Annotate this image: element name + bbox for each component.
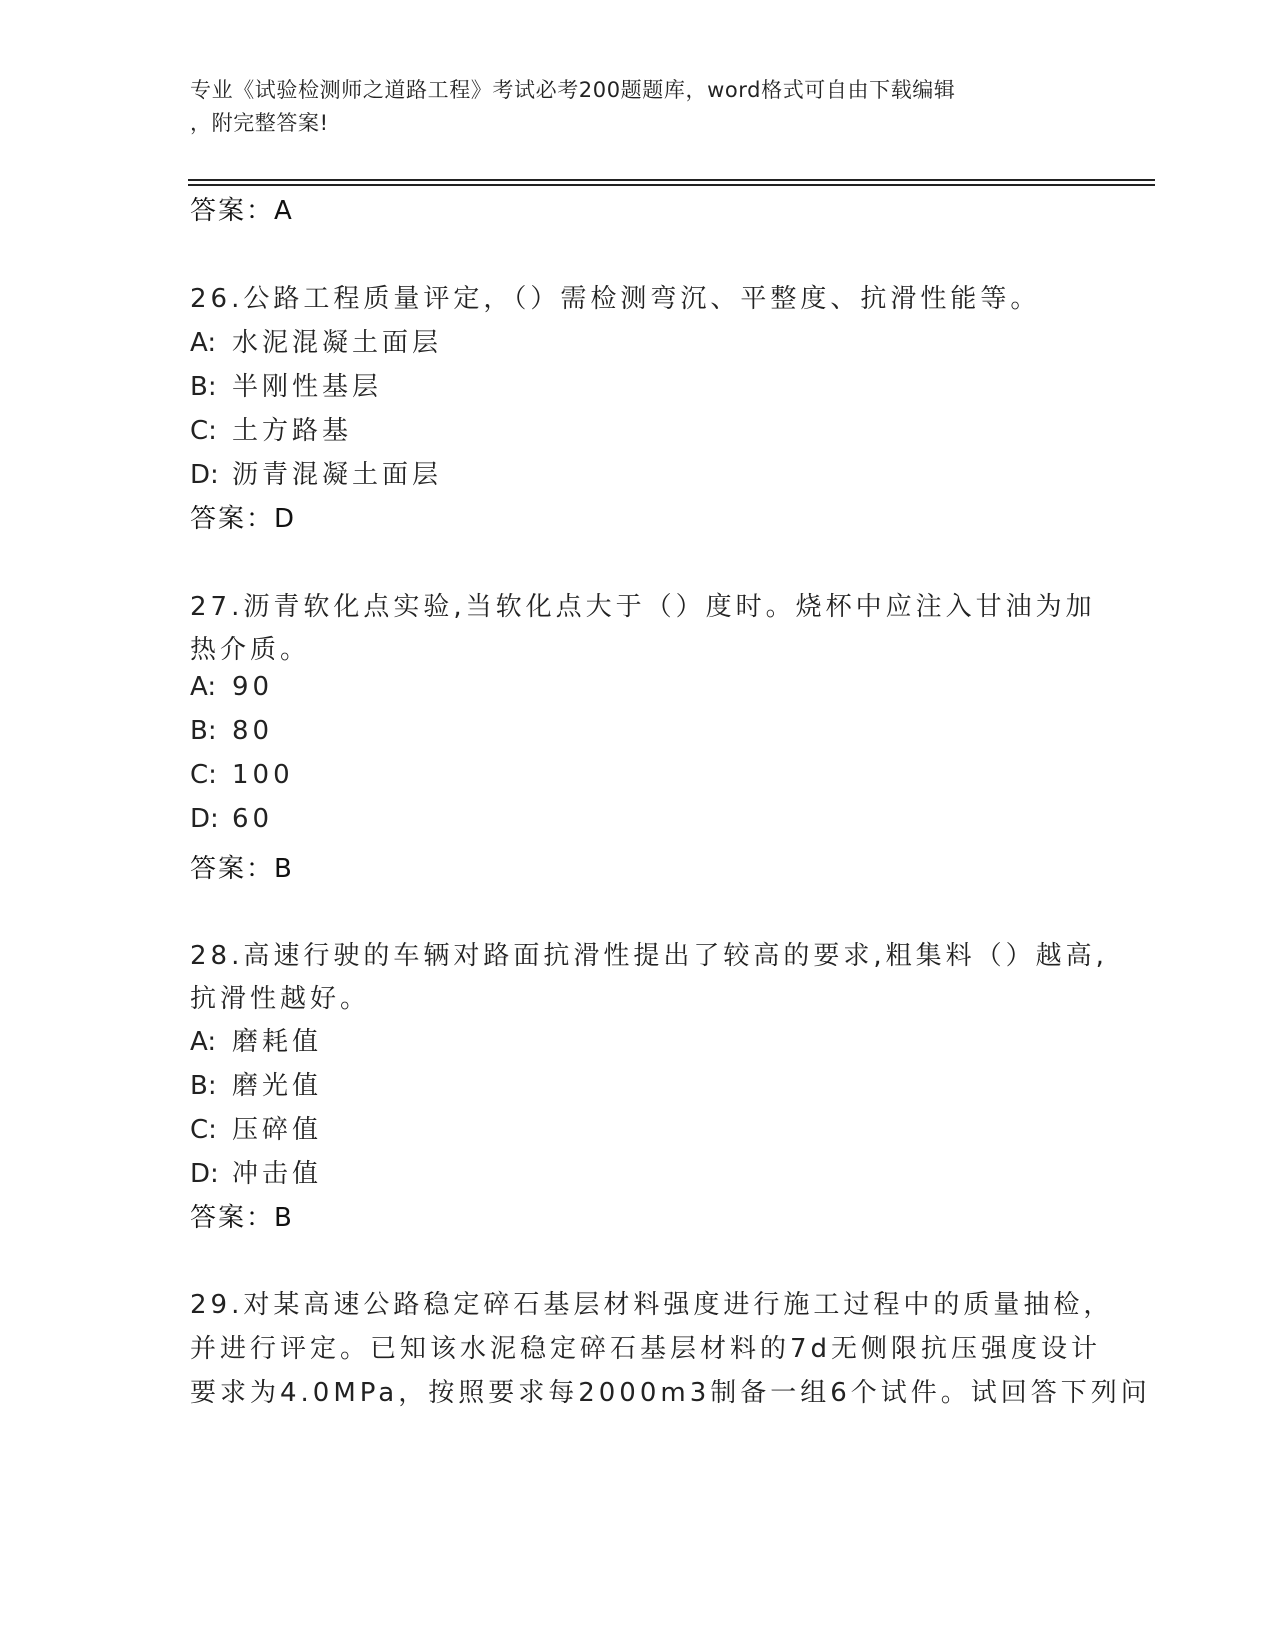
option-letter: A: (190, 1027, 217, 1057)
option-text: 60 (232, 804, 274, 834)
header-line-2: ，附完整答案! (190, 111, 329, 135)
question-27-answer: 答案：B (190, 854, 294, 884)
question-27-option-d (190, 804, 273, 834)
question-26-option-d (190, 454, 442, 491)
question-29-text-line-2: 并进行评定。已知该水泥稳定碎石基层材料的7d无侧限抗压强度设计 (190, 1334, 1102, 1364)
option-letter: B: (190, 372, 217, 402)
option-letter: A: (190, 328, 217, 358)
question-28-option-a (190, 1021, 322, 1058)
option-letter: C: (190, 416, 217, 446)
header-rule-top (188, 179, 1155, 181)
option-letter: A: (190, 672, 217, 702)
option-letter: D: (190, 460, 219, 490)
option-text: 土方路基 (232, 416, 353, 446)
option-text: 磨光值 (232, 1071, 323, 1101)
answer-prev: 答案：A (190, 196, 294, 226)
option-text: 磨耗值 (232, 1027, 323, 1057)
question-27-text-line-2: 热介质。 (190, 635, 311, 665)
question-27-option-b (190, 716, 273, 746)
question-26-text: 26.公路工程质量评定，（）需检测弯沉、平整度、抗滑性能等。 (190, 284, 1041, 314)
question-27-option-a (190, 672, 273, 702)
header-rule-bottom (188, 184, 1155, 186)
option-letter: B: (190, 716, 217, 746)
question-27-text-line-1: 27.沥青软化点实验,当软化点大于（）度时。烧杯中应注入甘油为加 (190, 592, 1096, 622)
question-28-text-line-2: 抗滑性越好。 (190, 984, 371, 1014)
option-text: 100 (232, 760, 294, 790)
option-text: 90 (232, 672, 274, 702)
option-text: 水泥混凝土面层 (232, 328, 443, 358)
option-text: 冲击值 (232, 1159, 323, 1189)
option-text: 半刚性基层 (232, 372, 383, 402)
question-28-answer: 答案：B (190, 1203, 294, 1233)
option-letter: C: (190, 1115, 217, 1145)
document-header (190, 74, 1070, 140)
option-letter: B: (190, 1071, 217, 1101)
question-29-text-line-3: 要求为4.0MPa，按照要求每2000m3制备一组6个试件。试回答下列问 (190, 1378, 1151, 1408)
header-line-1: 专业《试验检测师之道路工程》考试必考200题题库，word格式可自由下载编辑 (190, 78, 956, 102)
option-letter: C: (190, 760, 217, 790)
option-letter: D: (190, 804, 219, 834)
option-text: 沥青混凝土面层 (232, 460, 443, 490)
question-28-option-c (190, 1109, 322, 1146)
question-27-option-c (190, 760, 294, 790)
question-28-option-b (190, 1065, 322, 1102)
question-26-option-a (190, 322, 442, 359)
question-28-option-d (190, 1153, 322, 1190)
option-letter: D: (190, 1159, 219, 1189)
option-text: 压碎值 (232, 1115, 323, 1145)
question-28-text-line-1: 28.高速行驶的车辆对路面抗滑性提出了较高的要求,粗集料（）越高, (190, 941, 1108, 971)
option-text: 80 (232, 716, 274, 746)
question-26-option-b (190, 366, 382, 403)
question-26-option-c (190, 410, 352, 447)
question-29-text-line-1: 29.对某高速公路稳定碎石基层材料强度进行施工过程中的质量抽检， (190, 1290, 1114, 1320)
question-26-answer: 答案：D (190, 504, 297, 534)
